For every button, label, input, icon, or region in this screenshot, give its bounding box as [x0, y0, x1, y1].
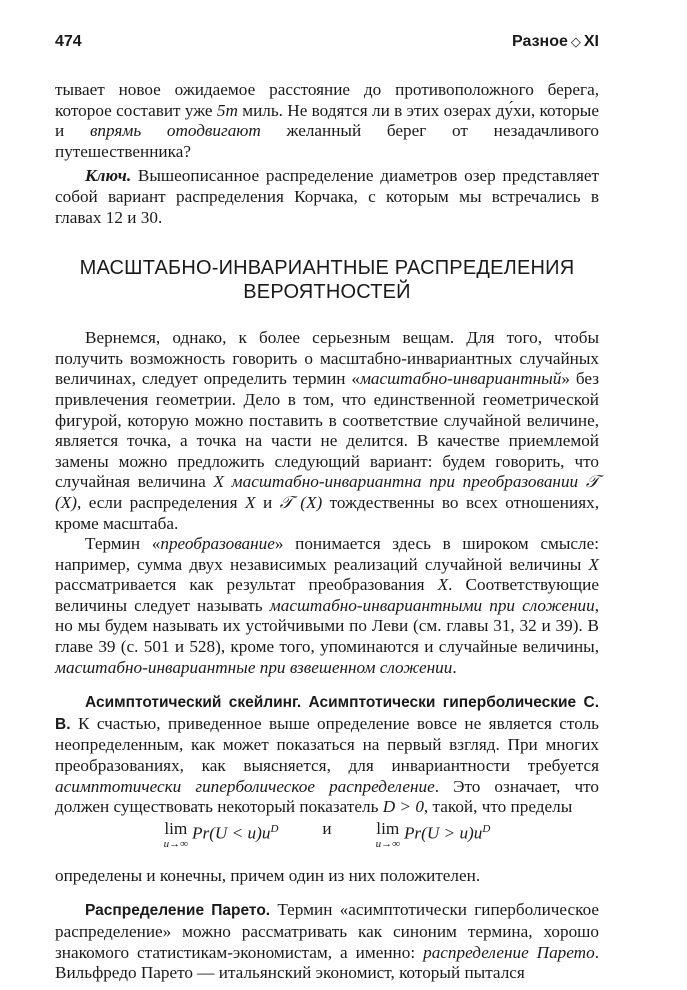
text-run: рассматривается как результат преобразования: [55, 575, 438, 595]
math-inline: D > 0: [382, 797, 424, 817]
lim-word: lim: [164, 818, 188, 838]
section-title: [55, 256, 599, 304]
emphasis: асимптотически гиперболическое распределение: [55, 776, 435, 796]
text-run: » без привлечения геометрии. Дело в том, что единственной геометрической фигурой, которую можно поставить в соответствие случайной величине, является точка, а точка на части не делится. В качестве приемлемой замены можно предложить следующий вариант: будем говорить, что случайная величина: [55, 369, 599, 492]
emphasis: преобразование: [160, 534, 275, 554]
section-title-line-1: МАСШТАБНО-ИНВАРИАНТНЫЕ РАСПРЕДЕЛЕНИЯ: [79, 257, 575, 280]
paragraph-formula-followup: [55, 866, 599, 887]
math-inline: 5m: [216, 100, 238, 120]
text-run: и: [255, 492, 280, 512]
lim-subscript: u→∞: [163, 837, 188, 850]
text-run: Вернемся, однако, к более серьезным вещам. Для того, чтобы получить возможность говорить о масштабно-инвариантных случайных величинах, следует определить термин «: [55, 328, 599, 389]
limit-expression-lower: [164, 820, 279, 850]
text-run: , такой, что пределы: [423, 797, 573, 817]
emphasis: впрямь отодвигают: [89, 121, 261, 141]
text-run: К счастью, приведенное выше определение вовсе не является столь неопределенным, как может показаться на первый взгляд. При многих преобразованиях, как выясняется, для инвариантности требуется: [55, 713, 599, 776]
text-run: желанный берег от незадачливого путешественника?: [55, 121, 600, 161]
limit-operator: [164, 820, 188, 850]
chapter-heading: [512, 33, 599, 51]
emphasis: масштабно-инвариантна при преобразовании: [223, 472, 586, 492]
text-run: тывает новое ожидаемое расстояние до противоположного берега, которое составит уже: [55, 80, 599, 120]
emphasis: масштабно-инвариантными при сложении: [269, 595, 595, 615]
lim-subscript: u→∞: [375, 837, 400, 850]
text-run: , но мы будем называть их устойчивыми по Леви (см. главы 31, 32 и 39). В главе 39 (с. 501 и 528), кроме того, упоминаются и случайные величины,: [55, 595, 600, 657]
text-run: тождественны во всех отношениях, кроме масштаба.: [55, 492, 599, 533]
math-inline: X: [245, 492, 256, 512]
section-title-line-2: ВЕРОЯТНОСТЕЙ: [243, 281, 411, 304]
paragraph-scale-invariance: [55, 328, 599, 534]
chapter-title: Разное: [512, 33, 568, 50]
chapter-number: XI: [583, 33, 599, 50]
text-run: » понимается здесь в широком смысле: например, сумма двух независимых реализаций случайной величины: [55, 534, 599, 574]
formula-conjunction: и: [322, 818, 332, 838]
text-run: Вышеописанное распределение диаметров озер представляет собой вариант распределения Корчака, с которым мы встречались в главах 12 и 30.: [55, 166, 599, 227]
text-run: миль. Не водятся ли в этих озерах ду́хи, которые и: [55, 100, 599, 141]
page-number: 474: [55, 33, 82, 50]
paragraph-pareto: [55, 900, 599, 983]
emphasis: распределение Парето: [423, 942, 595, 962]
text-run: . Это означает, что должен существовать некоторый показатель: [55, 776, 599, 817]
page: [55, 33, 599, 984]
limit-operator: [376, 820, 400, 850]
math-exponent: D: [482, 822, 491, 835]
paragraph-key: [55, 166, 599, 228]
text-run: . Вильфредо Парето — итальянский экономист, который пытался: [55, 942, 599, 983]
emphasis: масштабно-инвариантный: [359, 369, 562, 389]
math-expression: Pr(U < u)u: [192, 823, 271, 843]
math-expression: Pr(U > u)u: [403, 823, 483, 843]
diamond-icon: ◇: [570, 34, 581, 49]
text-run: Термин «: [85, 534, 161, 554]
text-run: Термин «асимптотически гиперболическое распределение» можно рассматривать как синоним термина, хорошо знакомого статистикам-экономистам, а именно:: [55, 900, 600, 962]
running-head: [55, 33, 599, 57]
run-in-heading: Распределение Парето.: [85, 902, 271, 920]
paragraph-transformation: [55, 534, 599, 678]
math-inline: X: [213, 472, 224, 492]
display-formula: [55, 820, 599, 866]
math-inline: 𝒯 (X): [55, 472, 599, 512]
key-label: Ключ.: [85, 166, 132, 186]
math-inline: X: [437, 575, 449, 595]
text-run: определены и конечны, причем один из них положителен.: [55, 865, 481, 885]
limit-expression-upper: [376, 820, 491, 850]
paragraph-continued: [55, 80, 599, 162]
paragraph-asymptotic-scaling: [55, 692, 599, 818]
lim-word: lim: [376, 818, 400, 838]
math-exponent: D: [270, 822, 279, 835]
text-run: . Соответствующие величины следует называть: [55, 575, 599, 615]
run-in-heading: Асимптотический скейлинг. Асимптотически гиперболические С. В.: [55, 694, 599, 733]
math-inline: X: [588, 554, 599, 574]
math-inline: 𝒯 (X): [279, 492, 323, 512]
text-run: .: [452, 657, 457, 677]
text-run: , если распределения: [76, 492, 245, 512]
limit-argument: [192, 820, 278, 843]
limit-argument: [404, 820, 490, 843]
emphasis: масштабно-инвариантные при взвешенном сложении: [55, 657, 453, 677]
